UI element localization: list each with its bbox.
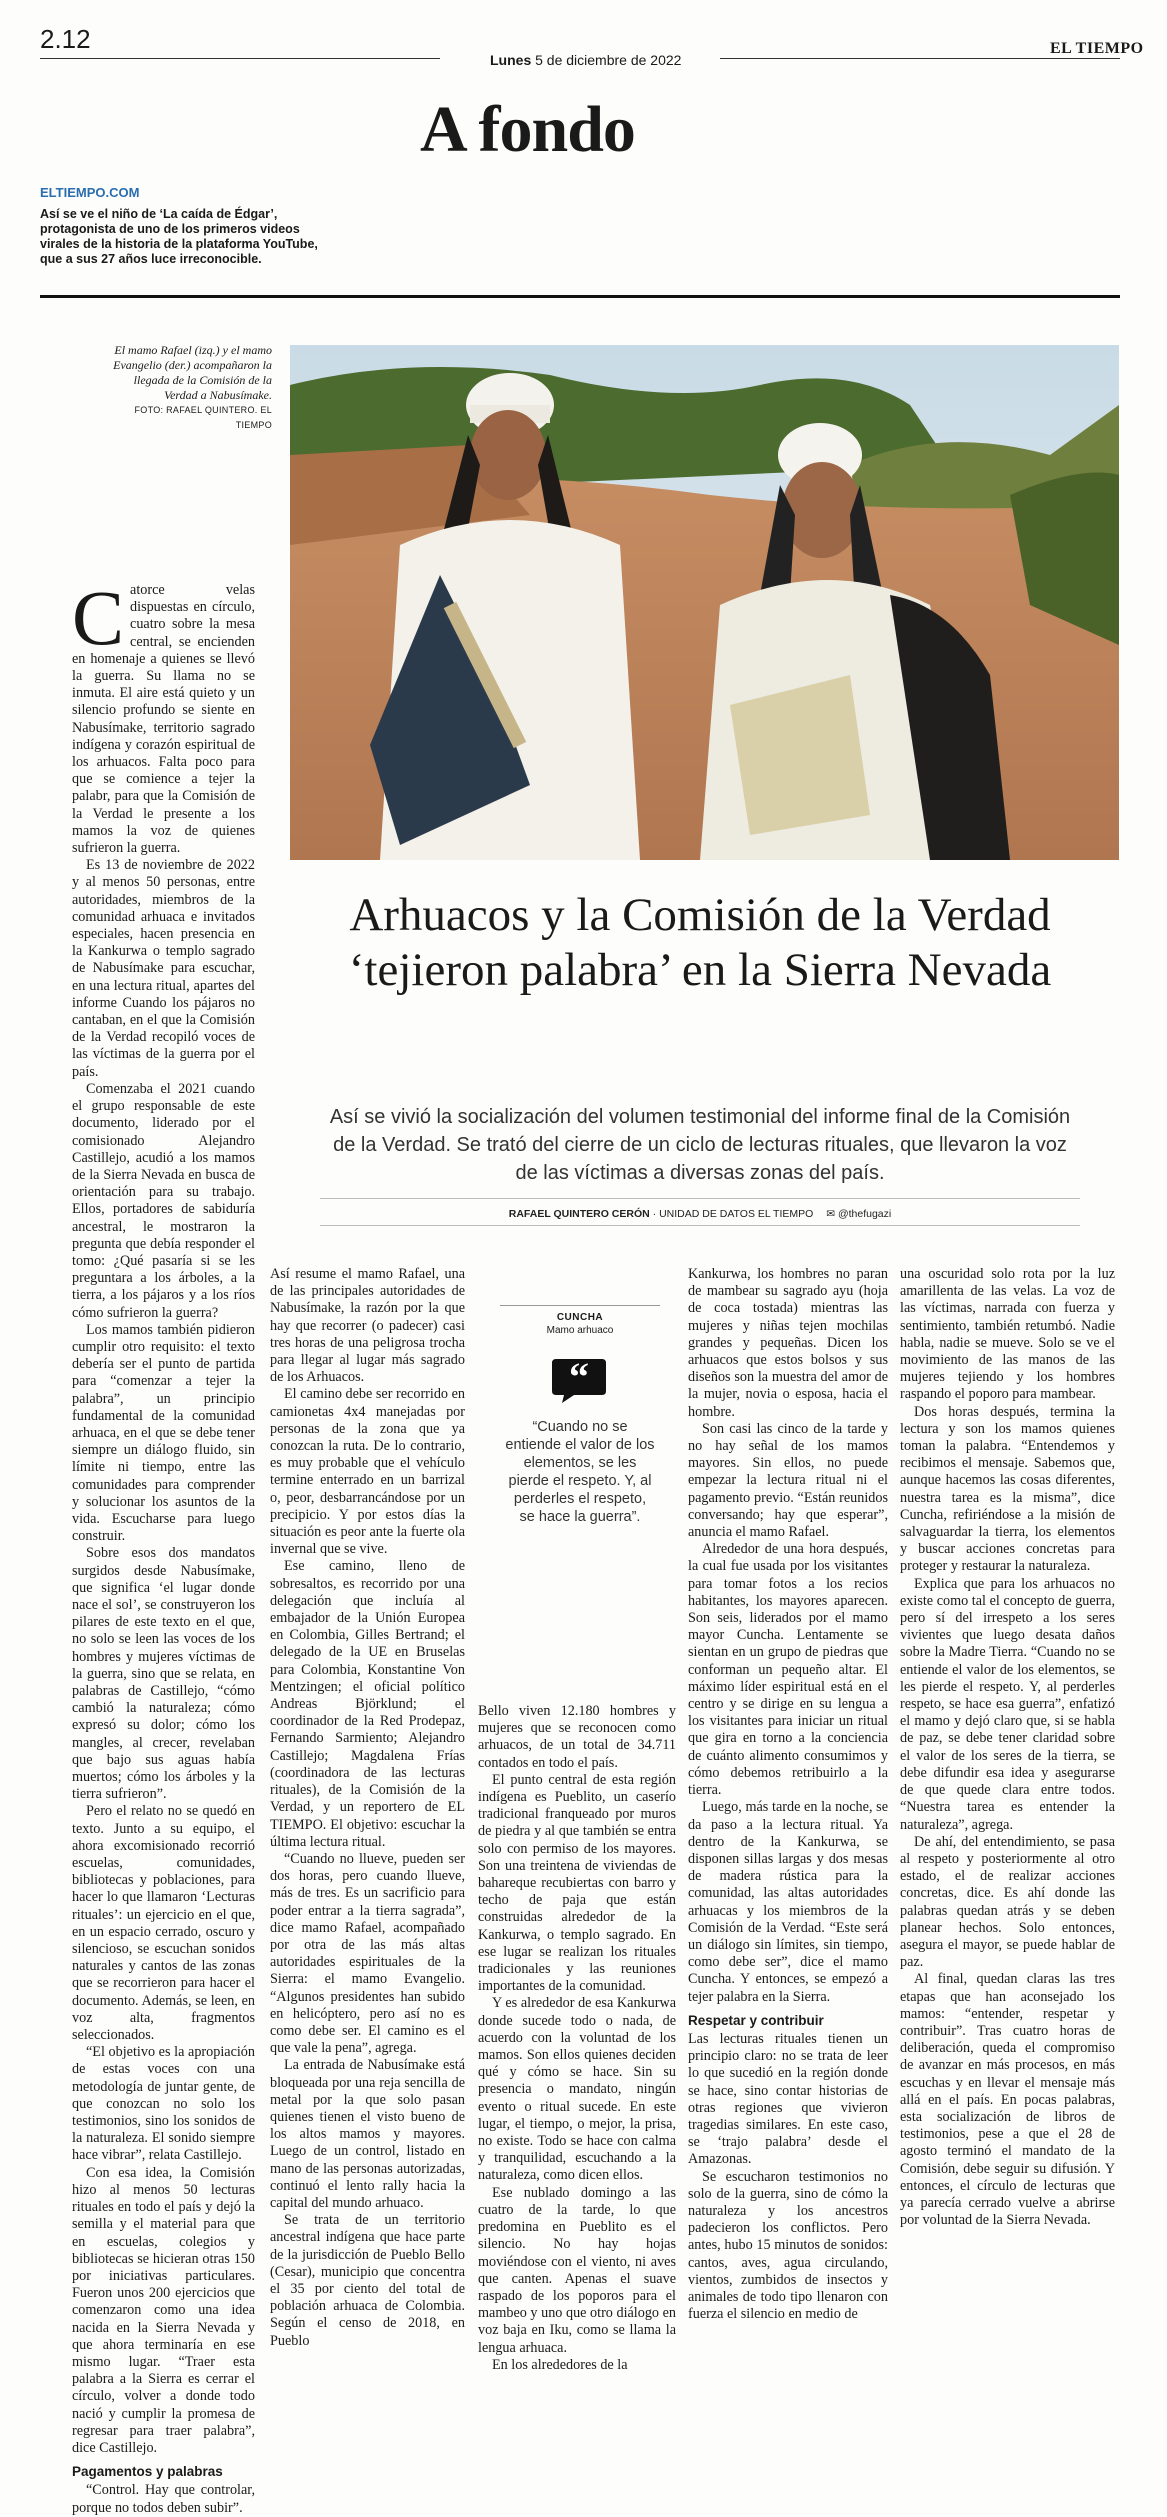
quote-speaker-role: Mamo arhuaco bbox=[546, 1325, 614, 1336]
quote-box-rule bbox=[500, 1305, 660, 1306]
article-column-4 bbox=[688, 1266, 888, 2323]
dateline bbox=[490, 52, 681, 68]
byline-unit: · UNIDAD DE DATOS EL TIEMPO bbox=[652, 1208, 814, 1220]
article-column-1 bbox=[72, 574, 255, 2517]
teaser-site-link[interactable]: ELTIEMPO.COM bbox=[40, 185, 140, 200]
photo-image bbox=[290, 345, 1119, 860]
paragraph: “El objetivo es la apropiación de estas voces con una metodología de juntar gente, de que conozcan no solo los testimonios, sino los sonidos de la naturaleza. El sonido siempre hace vibrar”, relata Castillejo. bbox=[72, 2044, 255, 2164]
paragraph: “Control. Hay que controlar, porque no todos deben subir”. bbox=[72, 2482, 255, 2516]
date-rest: 5 de diciembre de 2022 bbox=[535, 52, 682, 68]
paragraph: Se escucharon testimonios no solo de la guerra, sino de cómo la naturaleza y los ancestros padecieron los conflictos. Pero antes, hubo 15 minutos de sonidos: cantos, aves, agua circulando, vientos, zumbidos de insectos y animales de todo tipo llenaron con fuerza el silencio en medio de bbox=[688, 2168, 888, 2323]
paragraph: Ese camino, lleno de sobresaltos, es recorrido por una delegación que incluía al embajador de la Unión Europea en Colombia, Gilles Bertrand; el delegado de la UE en Bruselas para Colombia, Konstantine Von Mentzingen; el oficial político Andreas Björklund; el coordinador de la Red Prodepaz, Fernando Sarmiento; Alejandro Castillejo; Magdalena Frías (coordinadora de las lecturas rituales), de la Comisión de la Verdad, y un reportero de EL TIEMPO. El objetivo: escuchar la última lectura ritual. bbox=[270, 1558, 465, 1850]
paragraph: Bello viven 12.180 hombres y mujeres que se reconocen como arhuacos, de un total de 34.711 contados en todo el país. bbox=[478, 1703, 676, 1771]
article-photo bbox=[290, 345, 1119, 860]
date-day: Lunes bbox=[490, 52, 532, 68]
caption-text: El mamo Rafael (izq.) y el mamo Evangelio (der.) acompañaron la llegada de la Comisión de la Verdad a Nabusímake. bbox=[113, 343, 272, 402]
header-rule-left bbox=[40, 58, 440, 59]
paragraph: Sobre esos dos mandatos surgidos desde Nabusímake, que significa ‘el lugar donde nace el sol’, se construyeron los pilares de este texto en el que, no solo se leen las voces de los hombres y mujeres víctimas de la guerra, sino que se relata, en palabras de Castillejo, “cómo cambió la naturaleza; cómo expresó su dolor; cómo los mangles, al crecer, revelaban que bajo sus aguas había muertos; cómo los árboles y la tierra sufrieron”. bbox=[72, 1545, 255, 1803]
paragraph: Se trata de un territorio ancestral indígena que hace parte de la jurisdicción de Pueblo Bello (Cesar), municipio que concentra el 35 por ciento del total de población arhuaca de Colombia. Según el censo de 2018, en Pueblo bbox=[270, 2212, 465, 2349]
paragraph: Las lecturas rituales tienen un principio claro: no se trata de leer lo que sucedió en la región donde se hace, sino contar historias de otras regiones que vivieron tragedias similares. En este caso, se ‘trajo palabra’ desde el Amazonas. bbox=[688, 2030, 888, 2168]
header-rule-right bbox=[720, 58, 1120, 59]
paragraph: Los mamos también pidieron cumplir otro requisito: el texto debería ser el punto de partida para “comenzar a tejer la palabra”, un principio fundamental de la comunidad arhuaca, en el que se debe tener siempre un diálogo fluido, sin límite ni tiempo, entre las comunidades para comprender y solucionar los asuntos de la vida. Escucharse para luego construir. bbox=[72, 1321, 255, 1545]
paragraph: atorce velas dispuestas en círculo, cuatro sobre la mesa central, se encienden en homenaje a quienes se llevó la guerra. Su llama no se inmuta. El aire está quieto y un silencio profundo se siente en Nabusímake, territorio sagrado indígena y corazón espiritual de los arhuacos. Falta poco para que se comience a tejer la palabr, para que la Comisión de la Verdad le presente a los mamos la voz de quienes sufrieron la guerra. bbox=[72, 582, 255, 857]
article-column-5 bbox=[900, 1266, 1115, 2229]
subhead: Pagamentos y palabras bbox=[72, 2464, 223, 2480]
paragraph: En los alrededores de la bbox=[492, 2356, 628, 2373]
paragraph: Así resume el mamo Rafael, una de las principales autoridades de Nabusímake, la razón por la que hay que recorrer (o padecer) casi tres horas de una peligrosa trocha para llegar al lugar más sagrado de los Arhuacos. bbox=[270, 1266, 465, 1386]
section-title: A fondo bbox=[420, 93, 635, 166]
twitter-icon: ✉ bbox=[826, 1208, 836, 1220]
paragraph: Alrededor de una hora después, la cual fue usada por los visitantes para tomar fotos a los recios habitantes, los mayores aparecen. Son seis, liderados por el mamo mayor Cuncha. Lentamente se sientan en un grupo de piedras que conforman un pequeño altar. El máximo líder espiritual está en el centro y se dirige en su lengua a los visitantes para iniciar un ritual que gira en torno a la conciencia de cuánto alimento consumimos y cómo debemos retribuirlo a la tierra. bbox=[688, 1541, 888, 1799]
quote-mark-icon bbox=[548, 1355, 610, 1405]
paragraph: Explica que para los arhuacos no existe como tal el concepto de guerra, pero sí del irrespeto a los seres vivientes que luego desata daños sobre la Madre Tierra. “Cuando no se entiende el valor de los elementos, se les pierde el respeto. Y, al perderles respeto, se hace esa guerra”, enfatizó el mamo y dejó claro que, si se habla de paz, se debe tener claridad sobre el valor de los seres de la tierra, se debe difundir esa idea y asegurarse de que quede clara entre todos. “Nuestra tarea es entender la naturaleza”, agrega. bbox=[900, 1575, 1115, 1833]
svg-text:“: “ bbox=[569, 1355, 589, 1399]
paragraph: Pero el relato no se quedó en texto. Junto a su equipo, el ahora excomisionado recorrió escuelas, comunidades, bibliotecas y poblaciones, para hacer lo que llamaron ‘Lecturas rituales’: un ejercicio en el que, en un espacio cerrado, oscuro y silencioso, se escuchan sonidos naturales y cantos de las zonas que se recorrieron para hacer el documento. Además, se leen, en voz alta, fragmentos seleccionados. bbox=[72, 1803, 255, 2044]
page-number: 2.12 bbox=[40, 24, 91, 54]
byline-rule-bottom bbox=[320, 1225, 1080, 1226]
paragraph: De ahí, del entendimiento, se pasa al respeto y posteriormente al otro estado, el de realizar acciones concretas, dice. Es ahí donde las palabras quedan atrás y se deben planear hechos. Solo entonces, asegura el mayor, se puede hablar de paz. bbox=[900, 1833, 1115, 1971]
paragraph: La entrada de Nabusímake está bloqueada por una reja sencilla de metal por la que solo pasan quienes tienen el visto bueno de los altos mamos y mayores. Luego de un control, listado en mano de las personas autorizadas, continuó el lento rally hacia la capital del mundo arhuaco. bbox=[270, 2057, 465, 2211]
byline-name: RAFAEL QUINTERO CERÓN bbox=[508, 1208, 650, 1220]
paragraph: El camino debe ser recorrido en camionetas 4x4 manejadas por personas de la zona que ya conozcan la ruta. De lo contrario, es muy probable que el vehículo termine enterrado en un barrizal o, peor, desbarrancándose por un precipicio. Y por estos días la situación es peor ante la fuerte ola invernal que se vive. bbox=[270, 1386, 465, 1558]
byline-rule-top bbox=[320, 1198, 1080, 1199]
drop-cap: C bbox=[72, 574, 125, 661]
photo-credit: FOTO: RAFAEL QUINTERO. EL TIEMPO bbox=[134, 405, 272, 430]
newspaper-logo: EL TIEMPO bbox=[1050, 40, 1144, 57]
byline bbox=[320, 1208, 1080, 1220]
paragraph: Y es alrededor de esa Kankurwa donde sucede todo o nada, de acuerdo con la voluntad de los mamos. Son ellos quienes deciden qué y cómo se hace. Sin su presencia o mandato, ningún evento o ritual sucede. En este lugar, el tiempo, o mejor, la prisa, no existe. Todo se hace con calma y tranquilidad, escuchando a la naturaleza, como dicen ellos. bbox=[478, 1995, 676, 2184]
paragraph: una oscuridad solo rota por la luz amarillenta de las velas. La voz de las víctimas, narrada con fuerza y sentimiento, también retumbó. Nadie habla, nadie se mueve. Solo se ve el movimiento de las manos de las mujeres tejiendo y los hombres raspando el poporo para mambear. bbox=[900, 1266, 1115, 1403]
pull-quote: “Cuando no se entiende el valor de los elementos, se les pierde el respeto. Y, al perderles el respeto, se hace la guerra”. bbox=[505, 1419, 655, 1525]
article-column-2 bbox=[270, 1266, 465, 2350]
photo-caption bbox=[100, 343, 272, 433]
subhead: Respetar y contribuir bbox=[688, 2012, 824, 2028]
paragraph: Con esa idea, la Comisión hizo al menos 50 lecturas rituales en todo el país y dejó la semilla y el material para que en escuelas, colegios y bibliotecas se hicieran otras 150 por iniciativas particulares. Fueron unos 200 ejercicios que comenzaron como una idea nacida en la Sierra Nevada y que ahora terminaría en ese mismo lugar. “Traer esta palabra a la Sierra es cerrar el círculo, volver a donde todo nació y cumplir la promesa de regresar para traer palabra”, dice Castillejo. bbox=[72, 2164, 255, 2456]
paragraph: Luego, más tarde en la noche, se da paso a la lectura ritual. Ya dentro de la Kankurwa, se disponen sillas largas y dos mesas de madera rústica para la comunidad, las altas autoridades arhuacas y los miembros de la Comisión de la Verdad. “Este será un diálogo sin límites, sin tiempo, como debe ser”, dice el mamo Cuncha. Y entonces, se empezó a tejer palabra en la Sierra. bbox=[688, 1799, 888, 2005]
teaser-text[interactable]: Así se ve el niño de ‘La caída de Édgar’, protagonista de uno de los primeros videos virales de la historia de la plataforma YouTube, que a sus 27 años luce irreconocible. bbox=[40, 207, 318, 266]
paragraph: Es 13 de noviembre de 2022 y al menos 50 personas, entre autoridades, miembros de la comunidad arhuaca e invitados especiales, hacen presencia en la Kankurwa o templo sagrado de Nabusímake para escuchar, en una lectura ritual, apartes del informe Cuando los pájaros no cantaban, en el que la Comisión de la Verdad recopiló voces de las víctimas de la guerra por el país. bbox=[72, 857, 255, 1080]
paragraph: Dos horas después, termina la lectura y son los mamos quienes toman la palabra. “Entendemos y recibimos el mensaje. Sabemos que, aunque hacemos las cosas diferentes, nuestra tarea es la misma”, dice Cuncha, refiriéndose a la misión de salvaguardar la tierra, los elementos y buscar acciones concretas para proteger y restaurar la naturaleza. bbox=[900, 1403, 1115, 1575]
byline-twitter[interactable]: @thefugazi bbox=[837, 1208, 892, 1220]
paragraph: Comenzaba el 2021 cuando el grupo responsable de este documento, liderado por el comisionado Alejandro Castillejo, acudió a los mamos de la Sierra Nevada en busca de orientación para su trabajo. Ellos, portadores de sabiduría ancestral, le mostraron la pregunta que debía responder el tomo: ¿Qué pasaría si se les preguntara a los árboles, a la tierra, a los pájaros y a los ríos cómo sufrieron la guerra? bbox=[72, 1080, 255, 1321]
paragraph: Kankurwa, los hombres no paran de mambear su sagrado ayu (hoja de coca tostada) mientras las mujeres y niñas tejen mochilas grandes y pequeñas. Dicen los arhuacos que estos bolsos y sus diseños son la muestra del amor de la mujer, novia o esposa, hacia el hombre. bbox=[688, 1266, 888, 1420]
article-standfirst: Así se vivió la socialización del volumen testimonial del informe final de la Comisión de la Verdad. Se trató del cierre de un ciclo de lecturas rituales, que llevaron la voz de las víctimas a diversas zonas del país. bbox=[329, 1106, 1071, 1184]
paragraph: Al final, quedan claras las tres etapas que han aconsejado los mamos: “entender, respetar y contribuir”. Tras cuatro horas de deliberación, queda el compromiso de avanzar en más procesos, en más escuchas y en llevar el mensaje más allá en el país. En pocas palabras, esta socialización de libros de testimonios, pese a que el 28 de agosto terminó el mandato de la Comisión, debe seguir su difusión. Y entonces, el círculo de lecturas que ya parecía cerrado vuelve a abrirse por voluntad de la Sierra Nevada. bbox=[900, 1971, 1115, 2229]
paragraph: El punto central de esta región indígena es Pueblito, un caserío tradicional franqueado por muros de piedra y al que también se entra solo con permiso de los mayores. Son una treintena de viviendas de bahareque recubiertas con barro y techo de paja que están construidas alrededor de la Kankurwa, o templo sagrado. En ese lugar se realizan los rituales tradicionales y las reuniones importantes de la comunidad. bbox=[478, 1771, 676, 1995]
article-column-3 bbox=[478, 1703, 676, 2374]
header-divider bbox=[40, 295, 1120, 298]
paragraph: Son casi las cinco de la tarde y no hay señal de los mamos mayores. Sin ellos, no puede empezar la lectura ritual ni el pagamento previo. “Están reunidos conversando; hay que esperar”, anuncia el mamo Rafael. bbox=[688, 1420, 888, 1541]
quote-speaker-name: CUNCHA bbox=[556, 1312, 604, 1323]
article-headline: Arhuacos y la Comisión de la Verdad ‘tejieron palabra’ en la Sierra Nevada bbox=[348, 889, 1052, 996]
paragraph: Ese nublado domingo a las cuatro de la tarde, lo que predomina en Pueblito es el silencio. No hay hojas moviéndose con el viento, ni aves que canten. Apenas el suave raspado de los poporos para el mambeo y uno que otro diálogo en voz baja en Iku, como se llama la lengua arhuaca. bbox=[478, 2184, 676, 2356]
paragraph: “Cuando no llueve, pueden ser dos horas, pero cuando llueve, más de tres. Es un sacrificio para poder entrar a la tierra sagrada”, dice mamo Rafael, acompañado por otra de las más altas autoridades espirituales de la Sierra: el mamo Evangelio. “Algunos presidentes han subido en helicóptero, pero así no es como debe ser. El camino es el que vale la pena”, agrega. bbox=[270, 1850, 465, 2057]
